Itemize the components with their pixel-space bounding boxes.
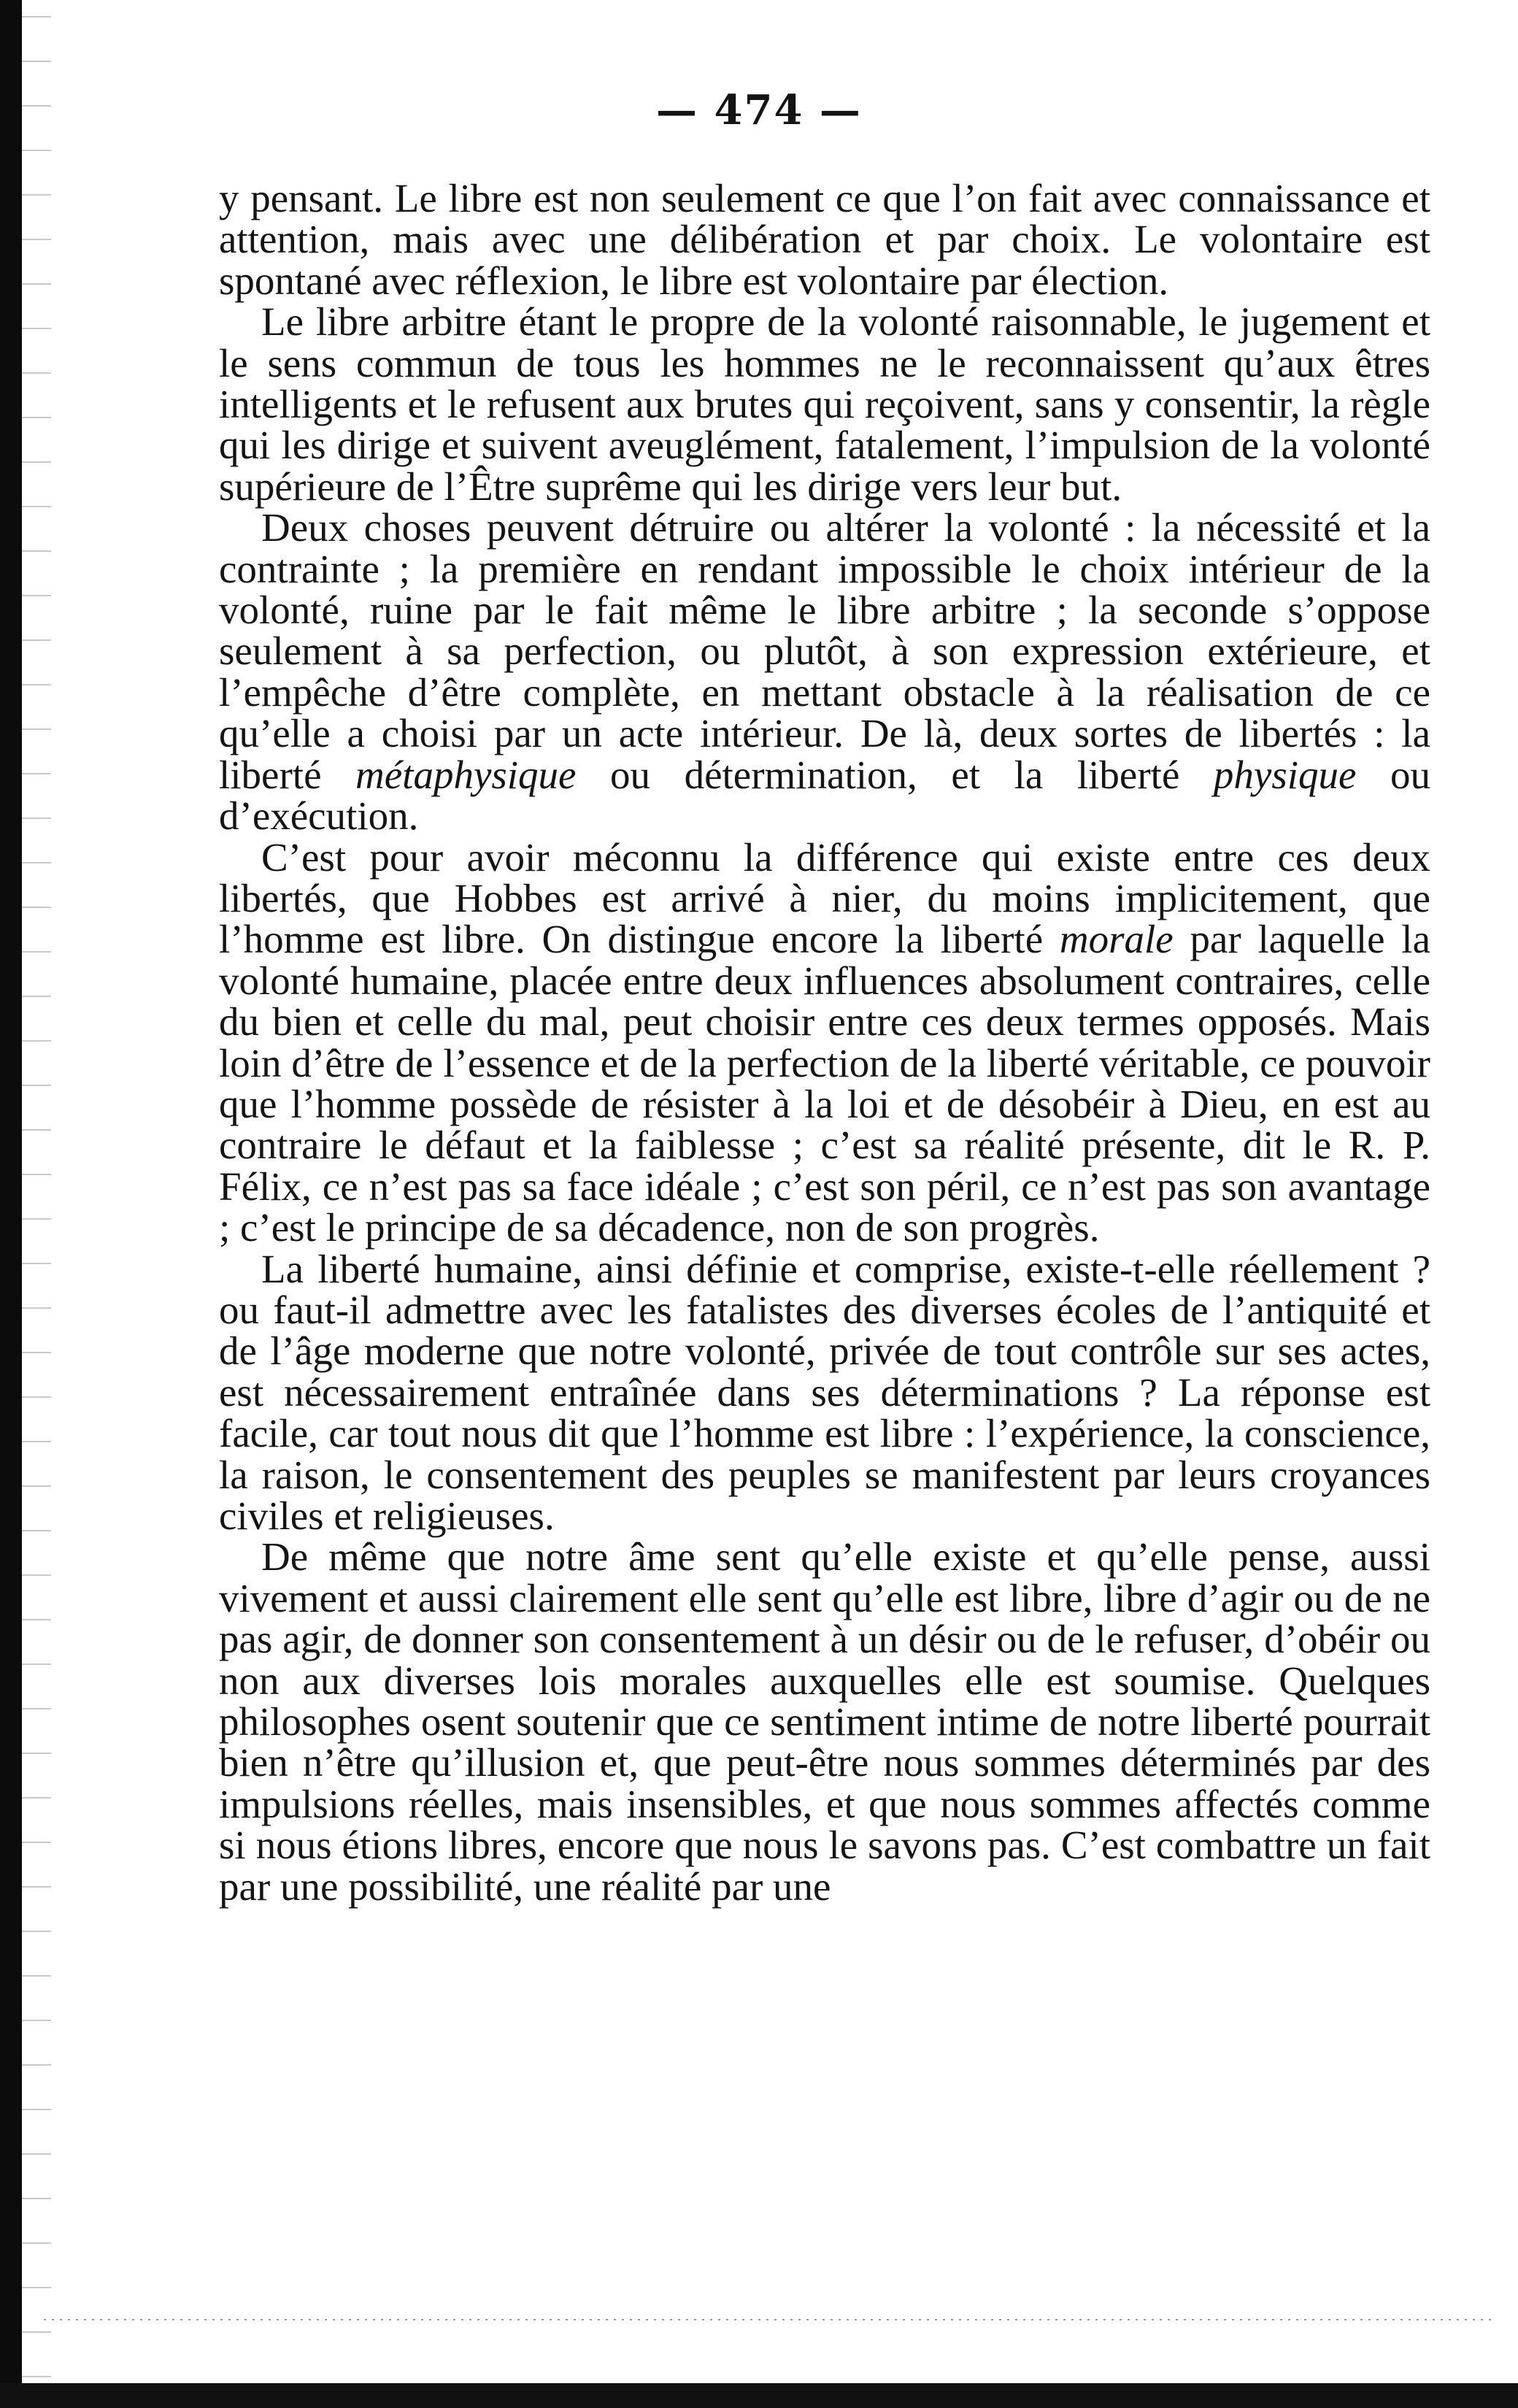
text-run: par laquelle la volonté humaine, placée entre deux influences absolument contraires, celle du bien et celle du mal, peut choisir entre ces deux termes opposés. Mais loin d’être de l’essence et de la perfection de la liberté véritable, ce pouvoir que l’homme possède de résister à la loi et de désobéir à Dieu, en est au contraire le défaut et la faiblesse ; c’est sa réalité présente, dit le R. P. Félix, ce n’est pas sa face idéale ; c’est son péril, ce n’est pas son avantage ; c’est le principe de sa décadence, non de son progrès. xyxy=(219,917,1430,1250)
bottom-border xyxy=(0,2383,1518,2408)
italic-term: morale xyxy=(1059,917,1174,962)
text-run: Le libre arbitre étant le propre de la volonté raisonnable, le jugement et le sens commun de tous les hommes ne le reconnaissent qu’aux êtres intelligents et le refusent aux brutes qui reçoivent, sans y consentir, la règle qui les dirige et suivent aveuglément, fatalement, l’impulsion de la volonté supérieure de l’Être suprême qui les dirige vers leur but. xyxy=(219,299,1430,509)
binding-edge xyxy=(0,0,22,2408)
italic-term: métaphysique xyxy=(355,752,577,797)
paragraph xyxy=(219,834,1430,1250)
scan-noise xyxy=(44,2319,1496,2320)
text-run: Deux choses peuvent détruire ou altérer la volonté : la nécessité et la contrainte ; la première en rendant impossible le choix intérieur de la volonté, ruine par le fait même le libre arbitre ; la seconde s’oppose seulement à sa perfection, ou plutôt, à son expression extérieure, et l’empêche d’être complète, en mettant obstacle à la réalisation de ce qu’elle a choisi par un acte intérieur. De là, deux sortes de libertés : la liberté xyxy=(219,505,1430,797)
page-number: — 474 — xyxy=(656,86,862,134)
paragraph xyxy=(219,1536,1430,1907)
text-run: La liberté humaine, ainsi définie et comprise, existe-t-elle réellement ? ou faut-il admettre avec les fatalistes des diverses écoles de l’antiquité et de l’âge moderne que notre volonté, privée de tout contrôle sur ses actes, est nécessairement entraînée dans ses déterminations ? La réponse est facile, car tout nous dit que l’homme est libre : l’expérience, la conscience, la raison, le consentement des peuples se manifestent par leurs croyances civiles et religieuses. xyxy=(219,1246,1430,1538)
text-run: y pensant. Le libre est non seulement ce que l’on fait avec connaissance et attention, mais avec une délibération et par choix. Le volontaire est spontané avec réflexion, le libre est volontaire par élection. xyxy=(219,176,1430,303)
text-run: ou d’exécution. xyxy=(219,752,1430,839)
text-run: De même que notre âme sent qu’elle existe et qu’elle pense, aussi vivement et aussi clairement elle sent qu’elle est libre, libre d’agir ou de ne pas agir, de donner son consentement à un désir ou de le refuser, d’obéir ou non aux diverses lois morales auxquelles elle est soumise. Quelques philosophes osent soutenir que ce sentiment intime de notre liberté pourrait bien n’être qu’illusion et, que peut-être nous sommes déterminés par des impulsions réelles, mais insensibles, et que nous sommes affectés comme si nous étions libres, encore que nous le savons pas. C’est combattre un fait par une possibilité, une réalité par une xyxy=(219,1534,1430,1909)
text-run: C’est pour avoir méconnu la différence qui existe entre ces deux libertés, que Hobbes est arrivé à nier, du moins implicitement, que l’homme est libre. On distingue encore la liberté xyxy=(219,834,1430,962)
paragraph xyxy=(219,178,1430,301)
body-text xyxy=(219,178,1430,1907)
paragraph xyxy=(219,1246,1430,1538)
italic-term: physique xyxy=(1213,752,1357,797)
text-run: ou détermination, et la liberté xyxy=(576,752,1214,797)
paragraph xyxy=(219,505,1430,839)
paragraph xyxy=(219,301,1430,507)
binding-speckle xyxy=(22,0,51,2408)
